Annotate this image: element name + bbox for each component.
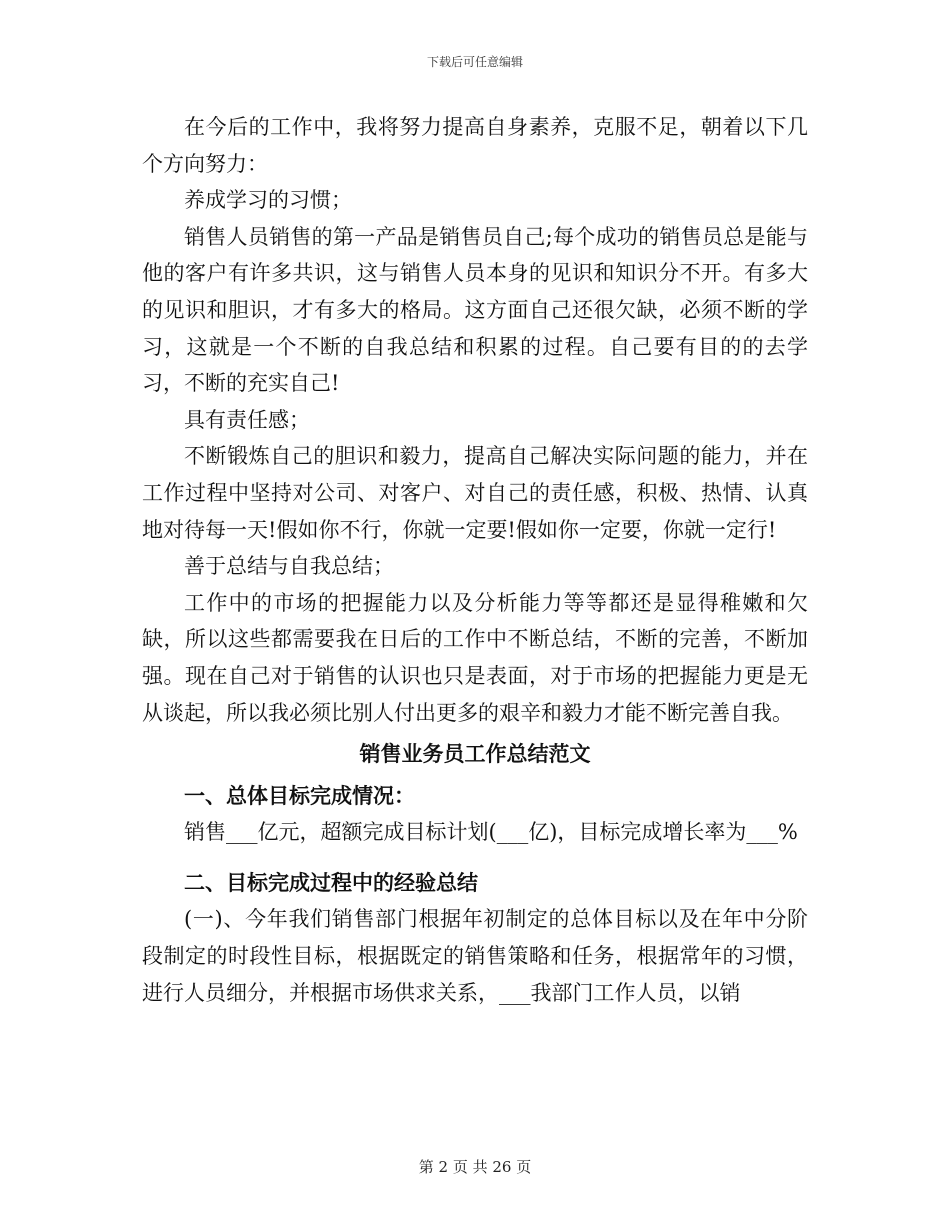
paragraph-learning-detail: 销售人员销售的第一产品是销售员自己;每个成功的销售员总是能与他的客户有许多共识，这与销售人员本身的见识和知识分不开。有多大的见识和胆识，才有多大的格局。这方面自己还很欠缺，必须不断的学习，这就是一个不断的自我总结和积累的过程。自己要有目的的去学习，不断的充实自己! xyxy=(142,224,808,396)
paragraph-intro: 在今后的工作中，我将努力提高自身素养，克服不足，朝着以下几个方向努力： xyxy=(142,115,808,176)
document-body xyxy=(142,109,808,1011)
paragraph-learning-habit: 养成学习的习惯； xyxy=(184,188,352,213)
page-footer: 第 2 页 共 26 页 xyxy=(418,1158,532,1176)
paragraph-responsibility: 具有责任感； xyxy=(184,407,310,432)
heading-goal-completion: 一、总体目标完成情况： xyxy=(184,782,415,808)
heading-experience-summary: 二、目标完成过程中的经验总结 xyxy=(184,869,478,895)
section-title: 销售业务员工作总结范文 xyxy=(359,741,591,767)
paragraph-summarize-detail: 工作中的市场的把握能力以及分析能力等等都还是显得稚嫩和欠缺，所以这些都需要我在日后的工作中不断总结，不断的完善，不断加强。现在自己对于销售的认识也只是表面，对于市场的把握能力更是无从谈起，所以我必须比别人付出更多的艰辛和毅力才能不断完善自我。 xyxy=(142,590,808,725)
paragraph-responsibility-detail: 不断锻炼自己的胆识和毅力，提高自己解决实际问题的能力，并在工作过程中坚持对公司、对客户、对自己的责任感，积极、热情、认真地对待每一天!假如你不行，你就一定要!假如你一定要，你就一定行! xyxy=(142,444,808,542)
paragraph-summarize: 善于总结与自我总结； xyxy=(184,554,394,579)
page-header: 下载后可任意编辑 xyxy=(426,55,523,69)
paragraph-sales-figures: 销售___亿元，超额完成目标计划(___亿)，目标完成增长率为___% xyxy=(184,820,798,845)
paragraph-experience-detail: (一)、今年我们销售部门根据年初制定的总体目标以及在年中分阶段制定的时段性目标，根据既定的销售策略和任务，根据常年的习惯，进行人员细分，并根据市场供求关系，___我部门工作人员，以销 xyxy=(142,907,808,1005)
